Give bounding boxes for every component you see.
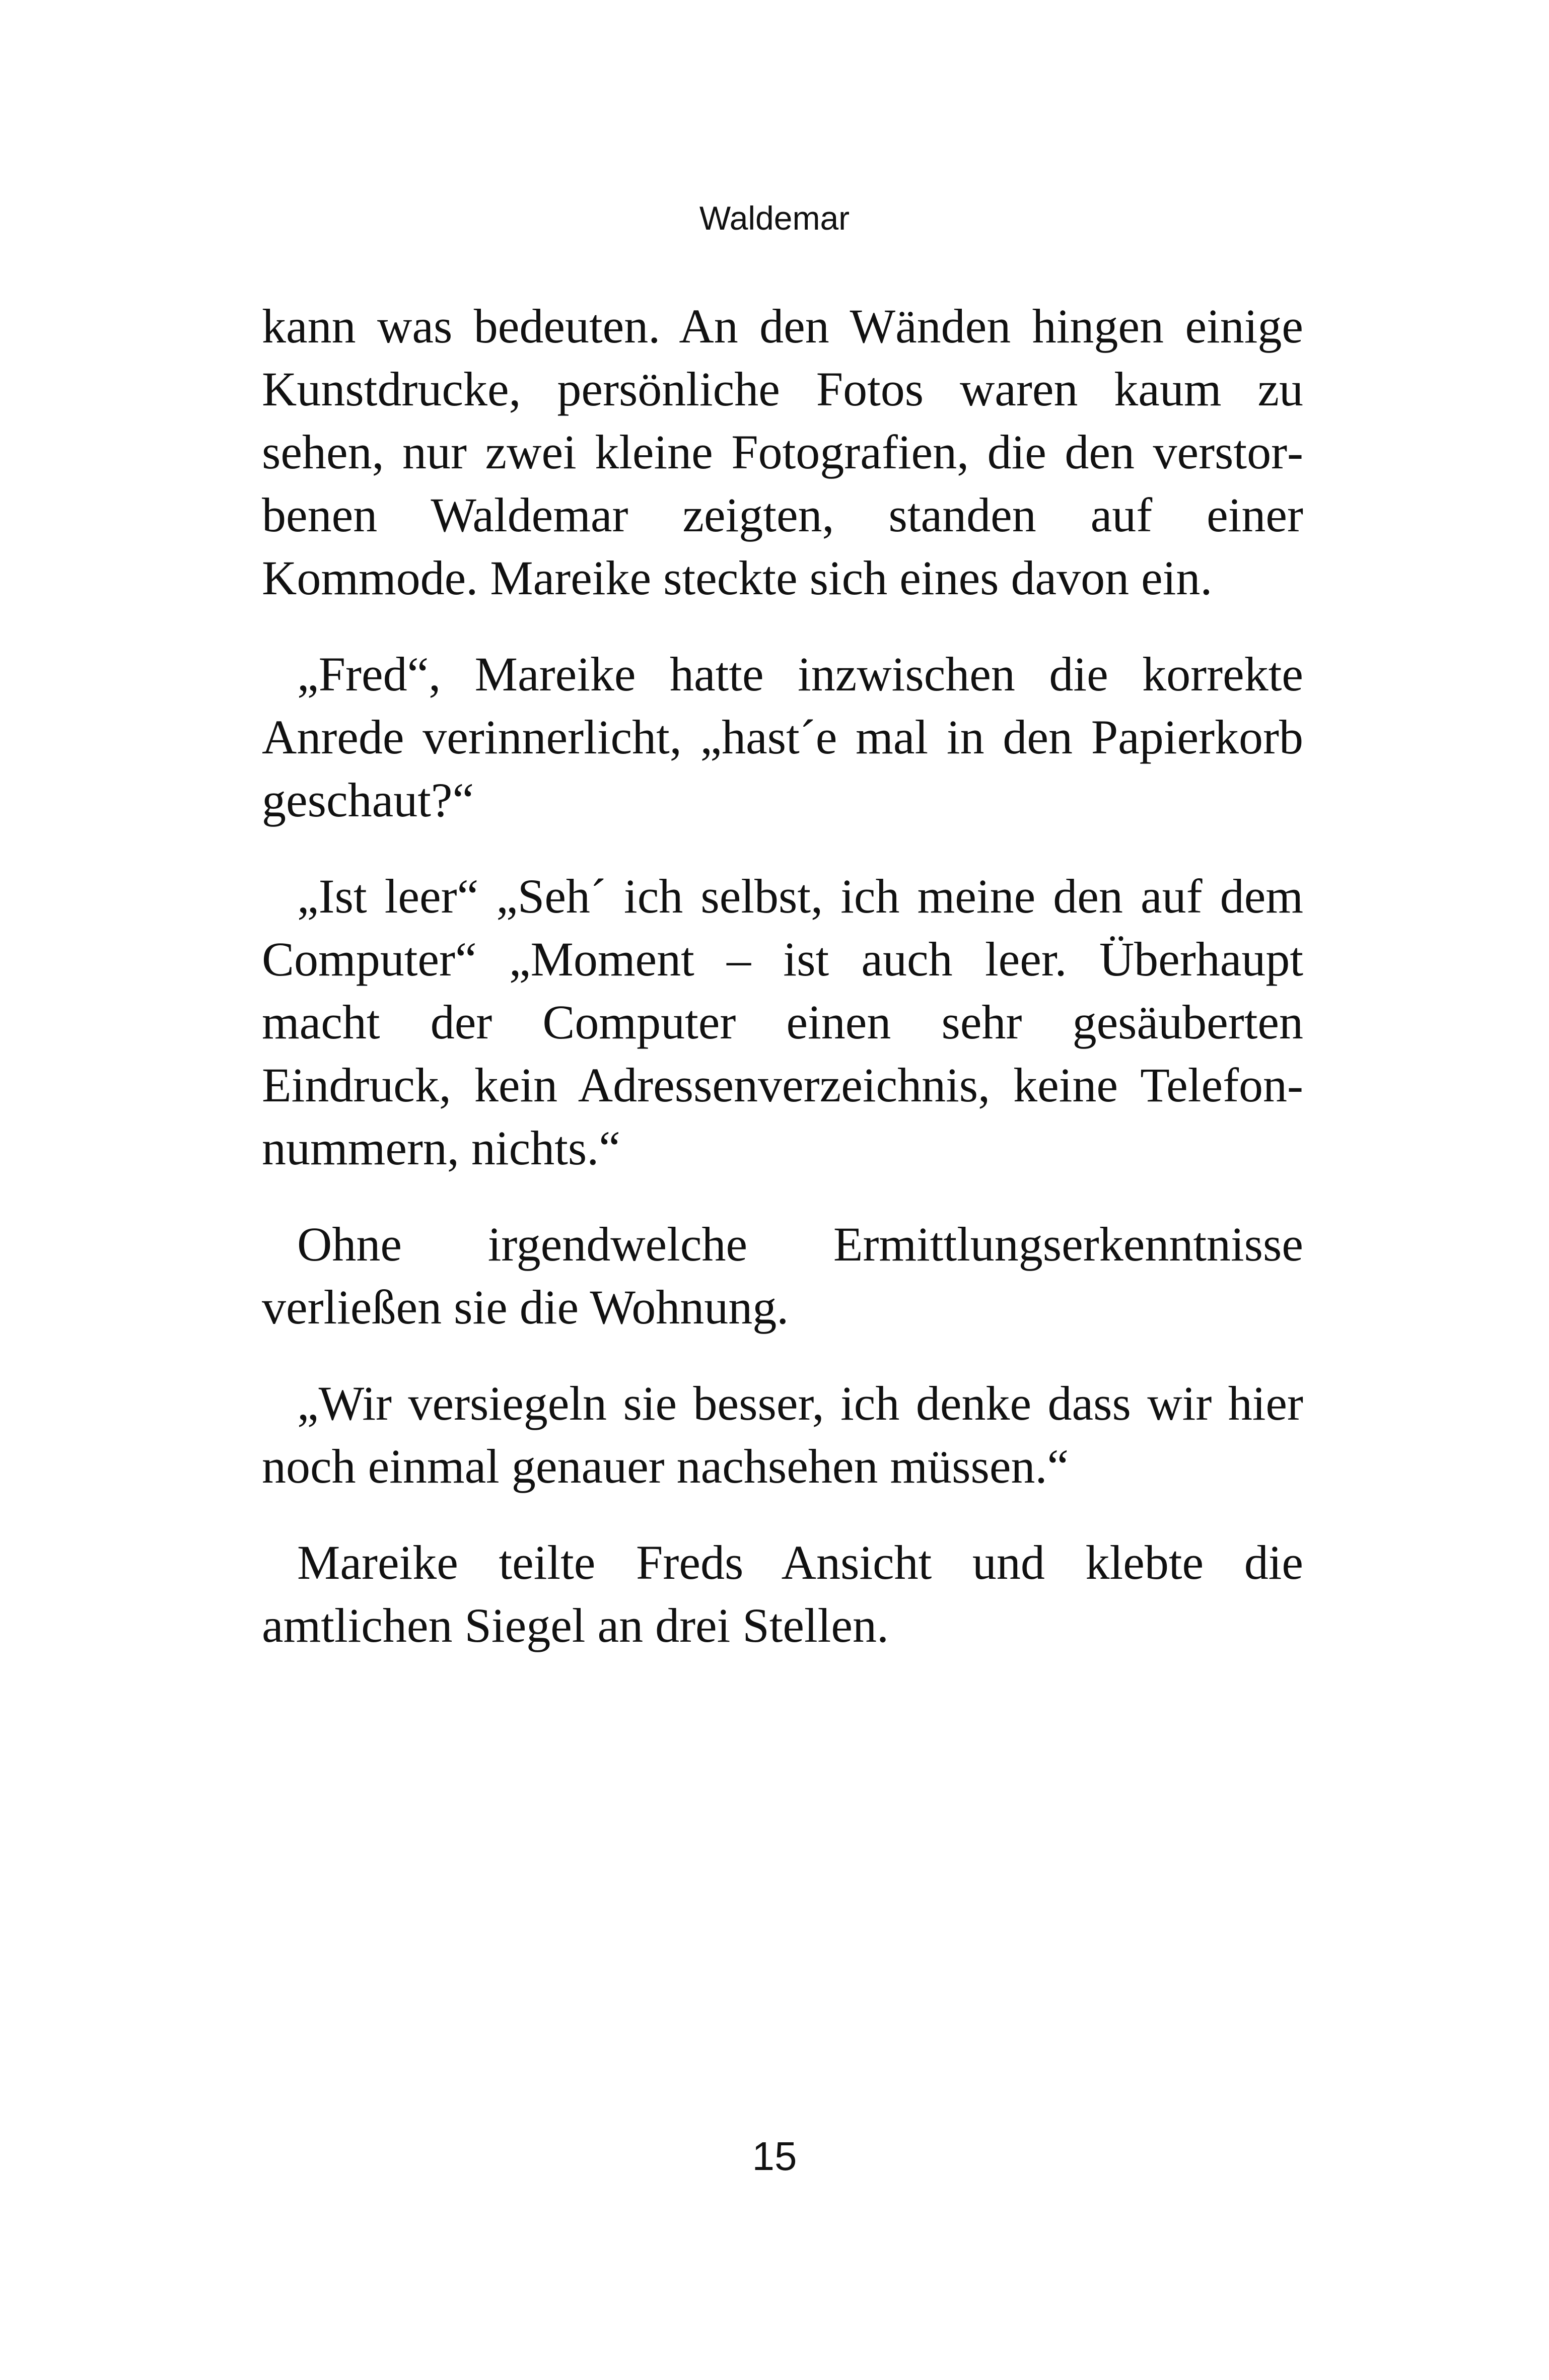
paragraph: Ohne irgendwelche Ermittlungserkenntnisse verließen sie die Wohnung. — [262, 1217, 1303, 1334]
paragraph: Mareike teilte Freds Ansicht und klebte die amtlichen Siegel an drei Stellen. — [262, 1535, 1303, 1652]
paragraph: „Wir versiegeln sie besser, ich denke dass wir hier noch einmal genauer nachsehen müssen.“ — [262, 1376, 1303, 1493]
paragraph: „Fred“, Mareike hatte inzwischen die korrekte Anrede verinnerlicht, „hast´e mal in den Papierkorb geschaut?“ — [262, 647, 1303, 827]
paragraph: kann was bedeuten. An den Wänden hingen einige Kunstdrucke, persönliche Fotos waren kaum zu sehen, nur zwei kleine Fotografien, die den verstorbenen Waldemar zeigten, standen auf einer Kommode. Mareike steckte sich eines davon ein. — [262, 299, 1303, 605]
running-header: Waldemar — [699, 199, 850, 237]
page-number: 15 — [752, 2134, 797, 2179]
paragraph: „Ist leer“ „Seh´ ich selbst, ich meine den auf dem Computer“ „Moment – ist auch leer. Überhaupt macht der Computer einen sehr gesäuberten Eindruck, kein Adressenverzeichnis, keine Telefonnummern, nichts.“ — [262, 869, 1303, 1175]
body-text — [262, 295, 1303, 1690]
